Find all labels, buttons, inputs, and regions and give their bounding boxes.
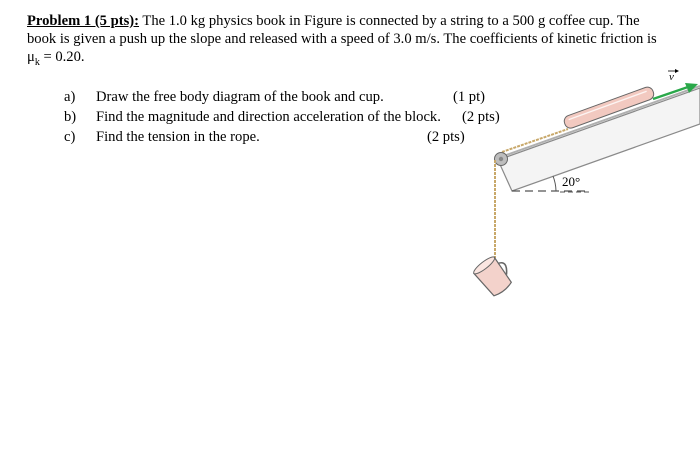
mu-symbol: μ — [27, 49, 35, 65]
part-a-points: (1 pt) — [453, 89, 486, 105]
velocity-label-arrowhead — [675, 69, 679, 73]
part-b-text: Find the magnitude and direction acceleration of the block. — [96, 109, 441, 125]
part-b-letter: b) — [64, 109, 77, 125]
angle-arc — [553, 176, 556, 191]
part-c-points: (2 pts) — [427, 129, 465, 145]
mu-subscript: k — [34, 56, 40, 68]
velocity-label: v — [669, 71, 674, 83]
pulley-axle — [499, 157, 503, 161]
problem-text: The 1.0 kg physics book in Figure is connected by a string to a 500 g coffee cup. The book is given a push up the slope and released with a speed of 3.0 m/s. The coefficients of kinetic friction is — [27, 13, 657, 47]
mu-value: = 0.20. — [39, 49, 85, 65]
part-a-letter: a) — [64, 89, 76, 105]
angle-label: 20° — [562, 174, 581, 189]
coffee-cup — [472, 252, 517, 298]
part-c-letter: c) — [64, 129, 76, 145]
part-c-text: Find the tension in the rope. — [96, 129, 260, 145]
part-b-points: (2 pts) — [462, 109, 500, 125]
problem-title: Problem 1 (5 pts): — [27, 13, 140, 29]
part-a-text: Draw the free body diagram of the book and cup. — [96, 89, 384, 105]
incline-ramp — [498, 88, 700, 191]
